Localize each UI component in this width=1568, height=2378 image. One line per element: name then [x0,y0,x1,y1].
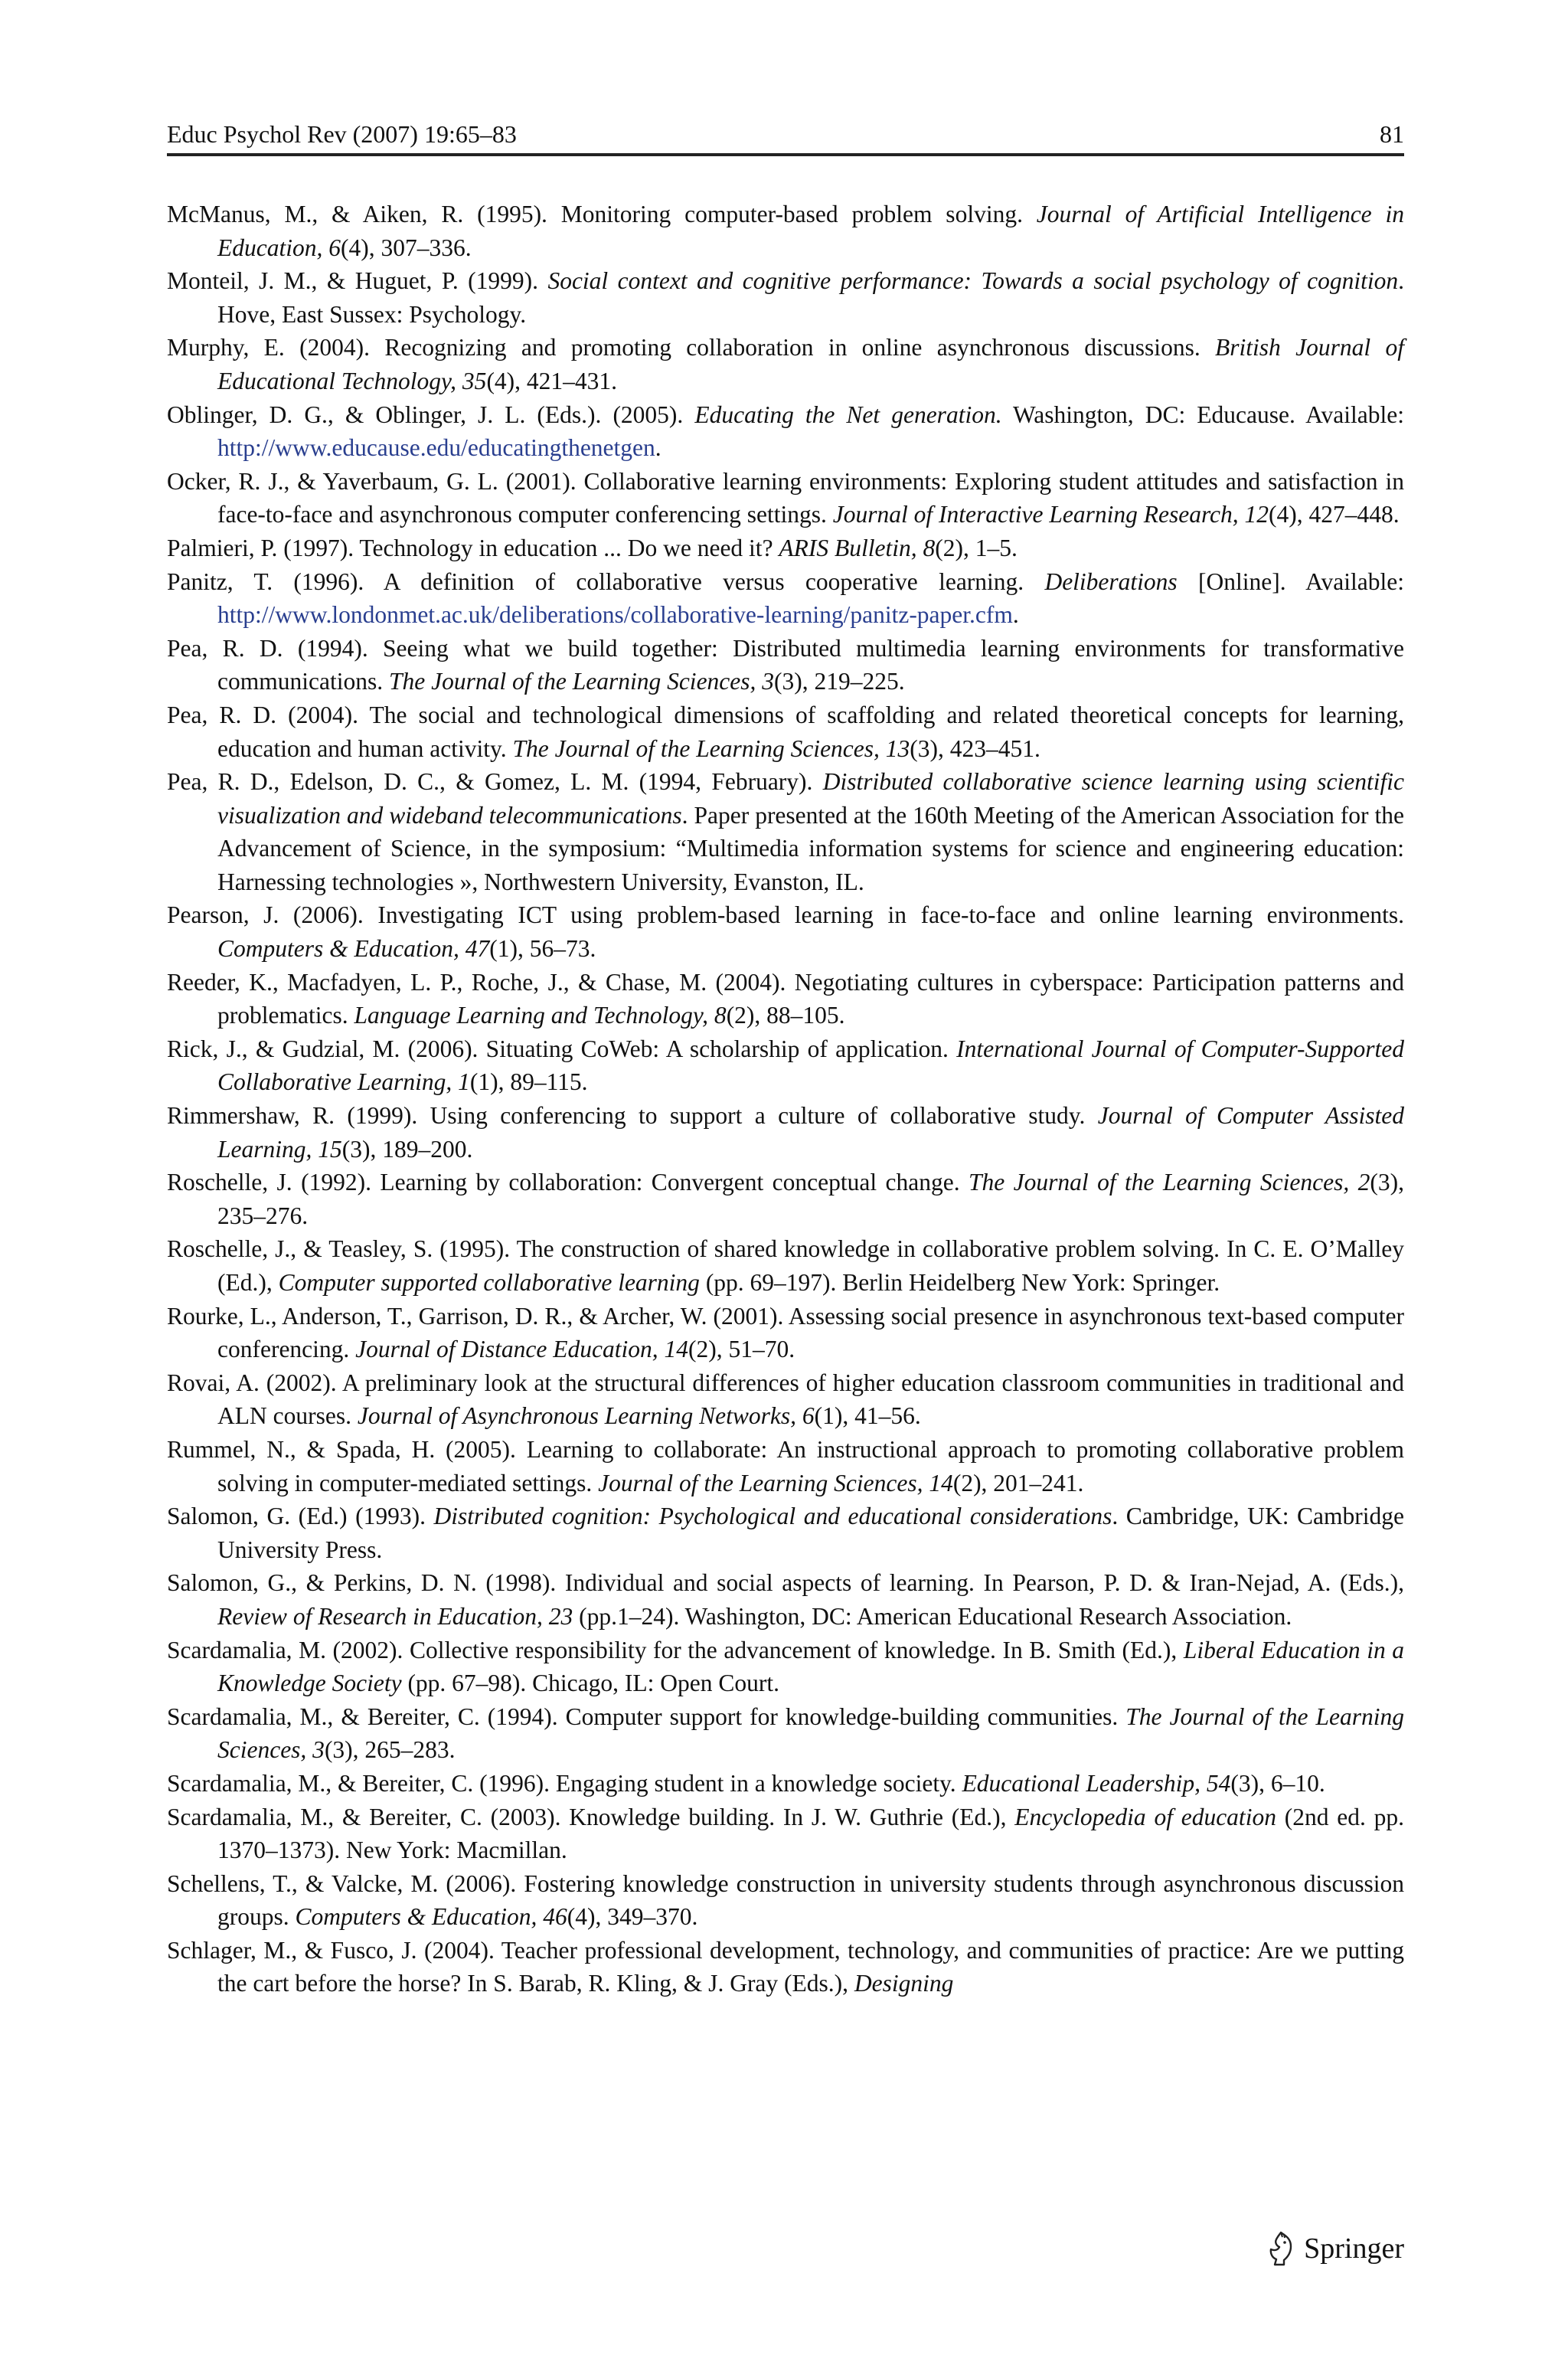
reference-text: Scardamalia, M., & Bereiter, C. (1994). Computer support for knowledge-building communities. [167,1703,1126,1730]
reference-text: (2), 51–70. [688,1336,795,1363]
reference-entry [167,1767,1404,1801]
reference-entry [167,966,1404,1032]
reference-list [167,198,1404,2000]
reference-entry [167,1566,1404,1633]
reference-entry [167,898,1404,965]
reference-text: (1), 89–115. [469,1068,588,1096]
reference-text: (4), 349–370. [567,1903,698,1931]
reference-text: (pp. 69–197). Berlin Heidelberg New York: Springer. [699,1269,1220,1296]
reference-entry [167,1366,1404,1433]
reference-url-link[interactable]: http://www.londonmet.ac.uk/deliberations/collaborative-learning/panitz-paper.cfm [217,601,1013,629]
reference-text: Scardamalia, M., & Bereiter, C. (2003). Knowledge building. In J. W. Guthrie (Ed.), [167,1803,1015,1830]
reference-text: (pp.1–24). Washington, DC: American Educational Research Association. [573,1602,1292,1630]
reference-text: (pp. 67–98). Chicago, IL: Open Court. [401,1670,779,1697]
reference-entry [167,1232,1404,1299]
reference-text: Panitz, T. (1996). A definition of collaborative versus cooperative learning. [167,568,1045,595]
reference-text: (2), 88–105. [726,1002,845,1029]
reference-italic-text: Educating the Net generation. [694,401,1002,428]
reference-text: Salomon, G. (Ed.) (1993). [167,1503,434,1530]
reference-entry [167,1099,1404,1166]
reference-entry [167,1166,1404,1232]
reference-text: . [655,434,662,462]
reference-entry [167,1867,1404,1934]
reference-italic-text: Computers & Education, 47 [217,935,490,963]
reference-italic-text: Language Learning and Technology, 8 [354,1002,727,1029]
reference-italic-text: Deliberations [1044,568,1178,595]
reference-text: . Cambridge, UK: Cambridge University Press. [217,1503,1405,1563]
reference-text: (4), 427–448. [1269,501,1400,528]
reference-text: (1), 56–73. [489,935,596,963]
reference-text: Scardamalia, M. (2002). Collective responsibility for the advancement of knowledge. In B. Smith (Ed.), [167,1636,1184,1663]
reference-text: Pearson, J. (2006). Investigating ICT using problem-based learning in face-to-face and online learning environments. [167,901,1404,929]
reference-entry [167,465,1404,532]
reference-entry [167,1032,1404,1099]
reference-text: (2nd ed. pp. 1370–1373). New York: Macmillan. [217,1803,1405,1864]
reference-italic-text: Journal of Distance Education, 14 [355,1336,688,1363]
reference-text: Washington, DC: Educause. Available: [1001,401,1404,428]
reference-text: . [1012,601,1019,629]
reference-italic-text: The Journal of the Learning Sciences, 3 [388,668,775,695]
reference-entry [167,765,1404,898]
reference-text: (2), 201–241. [952,1469,1084,1496]
reference-entry [167,565,1404,632]
reference-text: Scardamalia, M., & Bereiter, C. (1996). Engaging student in a knowledge society. [167,1769,962,1797]
reference-italic-text: The Journal of the Learning Sciences, 2 [969,1169,1370,1196]
publisher-name: Springer [1304,2232,1404,2265]
reference-text: Murphy, E. (2004). Recognizing and promoting collaboration in online asynchronous discussions. [167,334,1216,361]
reference-entry [167,398,1404,465]
reference-italic-text: Computer supported collaborative learning [278,1269,700,1296]
reference-italic-text: Distributed cognition: Psychological and educational considerations [433,1503,1112,1530]
reference-entry [167,1500,1404,1566]
reference-entry [167,264,1404,331]
reference-text: (3), 189–200. [341,1135,473,1163]
reference-italic-text: The Journal of the Learning Sciences, 3 [217,1703,1404,1764]
running-header [167,115,1404,156]
reference-text: (1), 41–56. [814,1402,921,1430]
springer-horse-icon [1266,2231,1296,2266]
reference-text: [Online]. Available: [1177,568,1404,595]
reference-entry [167,331,1404,397]
reference-text: Pea, R. D., Edelson, D. C., & Gomez, L. M. (1994, February). [167,768,823,796]
reference-text: (3), 423–451. [910,734,1040,762]
reference-entry [167,632,1404,698]
reference-italic-text: Journal of Interactive Learning Research, 12 [832,501,1269,528]
reference-text: Oblinger, D. G., & Oblinger, J. L. (Eds.). (2005). [167,401,695,428]
reference-text: Rimmershaw, R. (1999). Using conferencing to support a culture of collaborative study. [167,1102,1098,1130]
reference-text: Ocker, R. J., & Yaverbaum, G. L. (2001). Collaborative learning environments: Exploring student attitudes and satisfaction in face-to-face and asynchronous computer conferencing settings. [167,467,1404,528]
reference-text: Reeder, K., Macfadyen, L. P., Roche, J., & Chase, M. (2004). Negotiating cultures in cyberspace: Participation patterns and problematics. [167,968,1404,1029]
reference-italic-text: Social context and cognitive performance: Towards a social psychology of cognition [547,267,1399,295]
reference-text: (3), 219–225. [774,668,905,695]
reference-text: (3), 265–283. [324,1736,456,1764]
reference-italic-text: Liberal Education in a Knowledge Society [217,1636,1404,1697]
reference-text: . Paper presented at the 160th Meeting of the American Association for the Advancement of Science, in the symposium: “Multimedia information systems for science and engineering education: Harnessing technologies », Northwestern University, Evanston, IL. [217,801,1404,895]
reference-text: (3), 6–10. [1230,1769,1325,1797]
reference-entry [167,1801,1404,1867]
reference-text: Palmieri, P. (1997). Technology in education ... Do we need it? [167,534,779,561]
reference-text: McManus, M., & Aiken, R. (1995). Monitoring computer-based problem solving. [167,201,1037,227]
reference-entry [167,198,1404,264]
reference-entry [167,532,1404,565]
reference-italic-text: Journal of Artificial Intelligence in Education, 6 [217,201,1404,261]
page-number: 81 [1380,120,1404,148]
reference-italic-text: ARIS Bulletin, 8 [779,534,936,561]
reference-text: Rummel, N., & Spada, H. (2005). Learning to collaborate: An instructional approach to promoting collaborative problem solving in computer-mediated settings. [167,1435,1404,1496]
reference-italic-text: Encyclopedia of education [1014,1803,1276,1830]
reference-entry [167,1634,1404,1700]
publisher-logo [1266,2227,1404,2270]
reference-url-link[interactable]: http://www.educause.edu/educatingthenetgen [217,434,655,462]
reference-italic-text: The Journal of the Learning Sciences, 13 [512,734,910,762]
journal-citation: Educ Psychol Rev (2007) 19:65–83 [167,120,517,148]
reference-entry [167,698,1404,765]
reference-italic-text: Journal of Computer Assisted Learning, 15 [217,1102,1404,1163]
reference-text: Roschelle, J., & Teasley, S. (1995). The construction of shared knowledge in collaborative problem solving. In C. E. O’Malley (Ed.), [167,1235,1404,1296]
reference-italic-text: British Journal of Educational Technology, 35 [217,334,1404,394]
reference-text: (2), 1–5. [935,534,1018,561]
reference-entry [167,1300,1404,1366]
reference-text: (3), 235–276. [217,1169,1404,1229]
reference-italic-text: Designing [854,1970,954,1997]
reference-entry [167,1700,1404,1767]
reference-italic-text: Distributed collaborative science learning using scientific visualization and wideband telecommunications [217,768,1404,829]
reference-entry [167,1934,1404,2000]
reference-text: . Hove, East Sussex: Psychology. [217,267,1404,328]
reference-text: Rourke, L., Anderson, T., Garrison, D. R., & Archer, W. (2001). Assessing social presence in asynchronous text-based computer conferencing. [167,1302,1404,1363]
reference-italic-text: Computers & Education, 46 [295,1903,567,1931]
reference-italic-text: International Journal of Computer-Supported Collaborative Learning, 1 [217,1035,1404,1096]
reference-text: Rovai, A. (2002). A preliminary look at the structural differences of higher education classroom communities in traditional and ALN courses. [167,1369,1404,1430]
reference-text: (4), 307–336. [340,234,472,261]
reference-text: Schellens, T., & Valcke, M. (2006). Fostering knowledge construction in university students through asynchronous discussion groups. [167,1869,1404,1931]
reference-italic-text: Review of Research in Education, 23 [217,1602,573,1630]
reference-text: Pea, R. D. (2004). The social and technological dimensions of scaffolding and related theoretical concepts for learning, education and human activity. [167,701,1404,762]
reference-text: Pea, R. D. (1994). Seeing what we build together: Distributed multimedia learning environments for transformative communications. [167,634,1404,695]
reference-text: Schlager, M., & Fusco, J. (2004). Teacher professional development, technology, and communities of practice: Are we putting the cart before the horse? In S. Barab, R. Kling, & J. Gray (Eds.), [167,1936,1404,1997]
reference-text: (4), 421–431. [486,367,618,394]
reference-text: Rick, J., & Gudzial, M. (2006). Situating CoWeb: A scholarship of application. [167,1035,957,1062]
reference-text: Salomon, G., & Perkins, D. N. (1998). Individual and social aspects of learning. In Pearson, P. D. & Iran-Nejad, A. (Eds.), [167,1569,1404,1597]
reference-italic-text: Educational Leadership, 54 [962,1769,1231,1797]
reference-italic-text: Journal of the Learning Sciences, 14 [598,1469,953,1496]
reference-entry [167,1433,1404,1500]
reference-italic-text: Journal of Asynchronous Learning Networks, 6 [357,1402,815,1430]
reference-text: Roschelle, J. (1992). Learning by collaboration: Convergent conceptual change. [167,1169,969,1196]
reference-text: Monteil, J. M., & Huguet, P. (1999). [167,267,548,295]
